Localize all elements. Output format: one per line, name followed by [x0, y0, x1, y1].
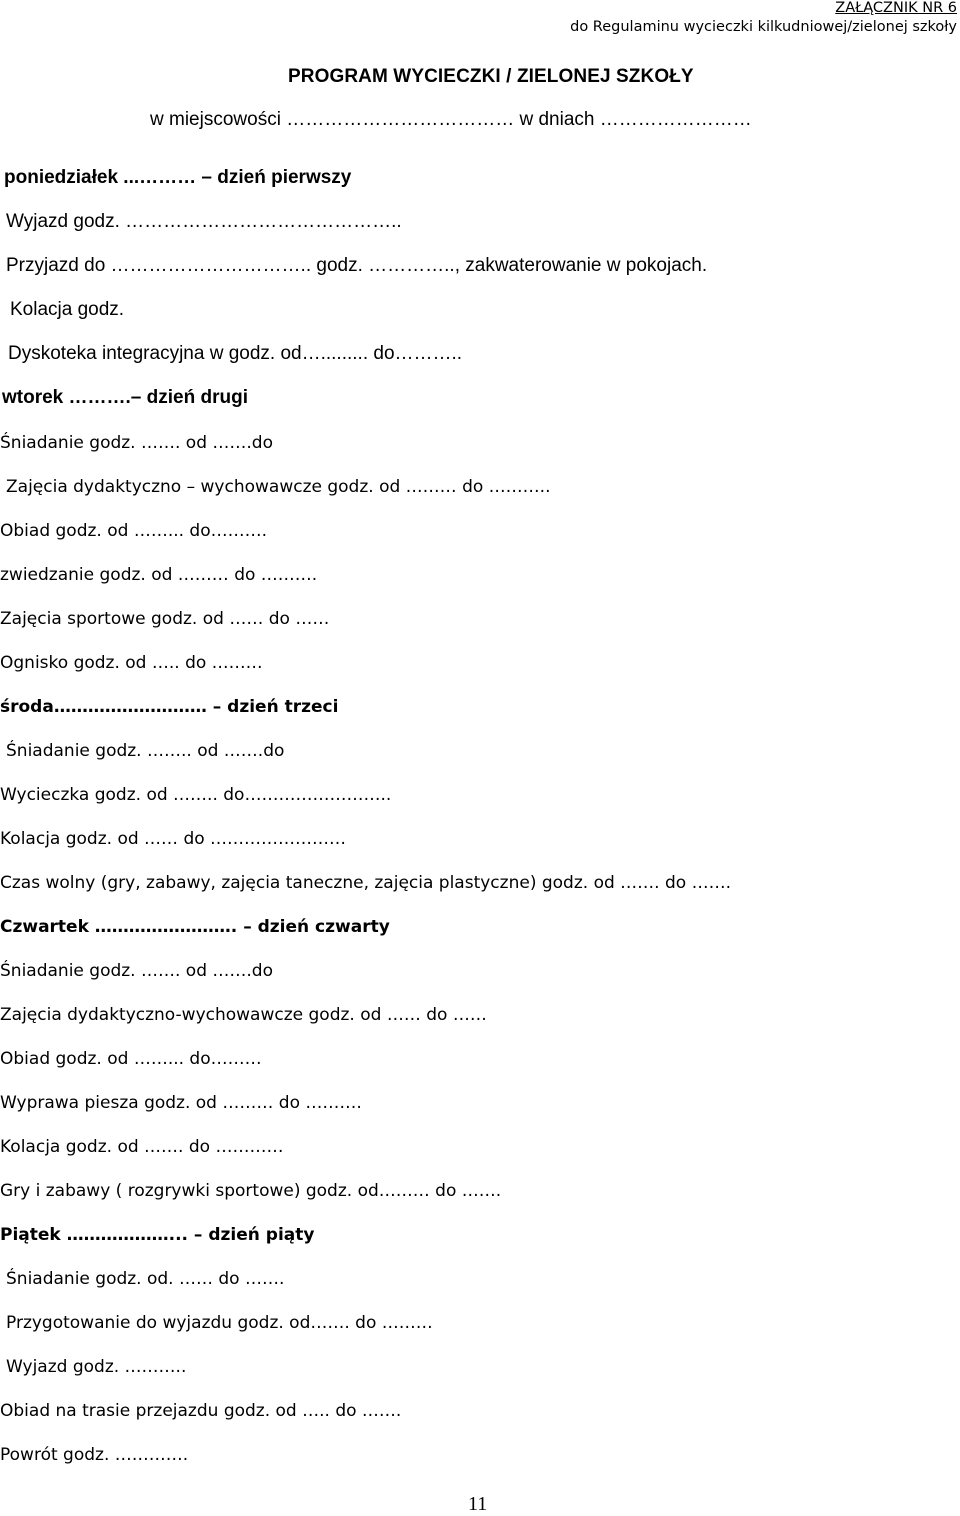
- annex-number: ZAŁĄCZNIK NR 6: [835, 0, 957, 16]
- day-heading-tuesday: wtorek ……….– dzień drugi: [2, 387, 248, 408]
- regulation-reference: do Regulaminu wycieczki kilkudniowej/zielonej szkoły: [570, 19, 957, 35]
- page-title: PROGRAM WYCIECZKI / ZIELONEJ SZKOŁY: [288, 66, 694, 87]
- thursday-line-lunch: Obiad godz. od ……... do………: [0, 1049, 262, 1069]
- tuesday-line-bonfire: Ognisko godz. od ….. do ………: [0, 653, 263, 673]
- thursday-line-supper: Kolacja godz. od ……. do …………: [0, 1137, 284, 1157]
- location-dates-line: w miejscowości ……………………………… w dniach ……………………: [150, 109, 752, 130]
- day-heading-thursday: Czwartek ……………………. – dzień czwarty: [0, 917, 390, 937]
- day-heading-friday: Piątek ………………... – dzień piąty: [0, 1225, 315, 1245]
- thursday-line-hike: Wyprawa piesza godz. od ……… do ……….: [0, 1093, 362, 1113]
- day-heading-monday: poniedziałek ...……… – dzień pierwszy: [4, 167, 352, 188]
- wednesday-line-free-time: Czas wolny (gry, zabawy, zajęcia taneczne, zajęcia plastyczne) godz. od ……. do …….: [0, 873, 731, 893]
- monday-line-supper: Kolacja godz.: [10, 299, 125, 320]
- thursday-line-breakfast: Śniadanie godz. ……. od …….do: [0, 961, 273, 981]
- day-heading-wednesday: środa……………………… – dzień trzeci: [0, 697, 339, 717]
- thursday-line-games: Gry i zabawy ( rozgrywki sportowe) godz. od……… do …….: [0, 1181, 502, 1201]
- wednesday-line-supper: Kolacja godz. od …… do ……………………: [0, 829, 347, 849]
- page-number: 11: [468, 1493, 488, 1515]
- wednesday-line-trip: Wycieczka godz. od …….. do……………………..: [0, 785, 392, 805]
- monday-line-arrival: Przyjazd do ………………………….. godz. ………….., zakwaterowanie w pokojach.: [6, 255, 708, 276]
- friday-line-packing: Przygotowanie do wyjazdu godz. od……. do ………: [6, 1313, 433, 1333]
- tuesday-line-sightseeing: zwiedzanie godz. od ……… do ……….: [0, 565, 318, 585]
- monday-line-departure: Wyjazd godz. ……………………………………..: [6, 211, 402, 232]
- thursday-line-classes: Zajęcia dydaktyczno-wychowawcze godz. od …… do ……: [0, 1005, 487, 1025]
- friday-line-return: Powrót godz. ………….: [0, 1445, 189, 1465]
- friday-line-breakfast: Śniadanie godz. od. …… do …….: [6, 1269, 285, 1289]
- tuesday-line-breakfast: Śniadanie godz. ……. od …….do: [0, 433, 273, 453]
- tuesday-line-sports: Zajęcia sportowe godz. od …… do ……: [0, 609, 330, 629]
- tuesday-line-classes: Zajęcia dydaktyczno – wychowawcze godz. od ……… do ………..: [6, 477, 551, 497]
- friday-line-departure: Wyjazd godz. ………..: [6, 1357, 187, 1377]
- tuesday-line-lunch: Obiad godz. od ……... do……….: [0, 521, 268, 541]
- monday-line-disco: Dyskoteka integracyjna w godz. od…......... do………..: [8, 343, 463, 364]
- friday-line-lunch-on-route: Obiad na trasie przejazdu godz. od ….. do …….: [0, 1401, 402, 1421]
- wednesday-line-breakfast: Śniadanie godz. …….. od …….do: [6, 741, 285, 761]
